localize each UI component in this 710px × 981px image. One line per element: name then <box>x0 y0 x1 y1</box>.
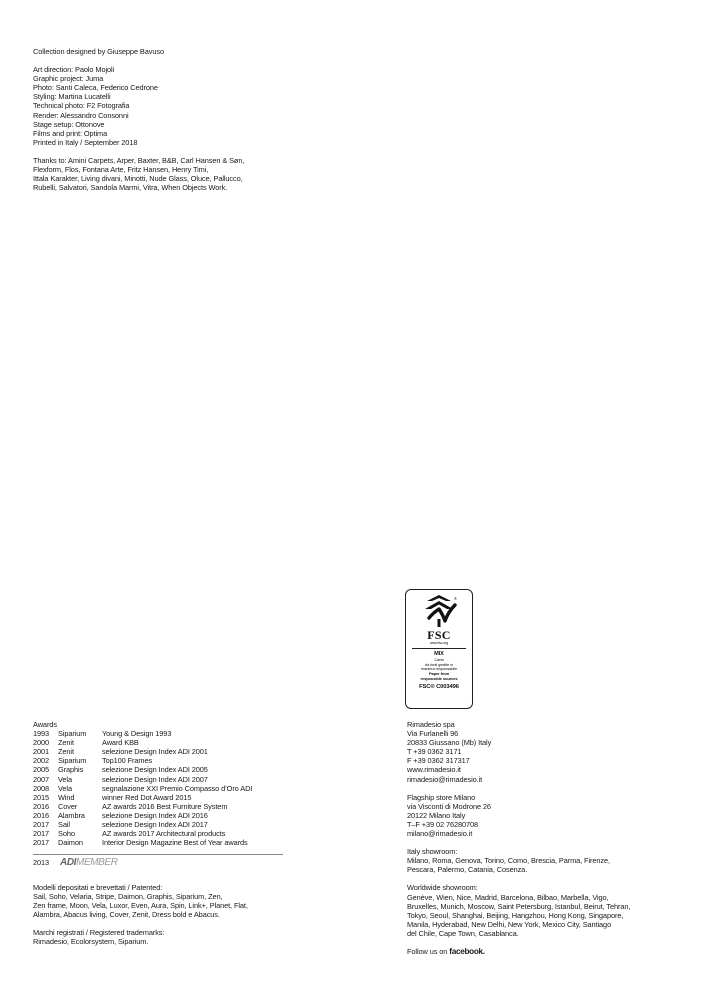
hq-phone: T +39 0362 3171 <box>407 747 462 757</box>
italy-showroom-line: Milano, Roma, Genova, Torino, Como, Brescia, Parma, Firenze, <box>407 856 610 866</box>
award-year: 2016 <box>33 810 50 820</box>
award-product: Siparium <box>58 729 87 739</box>
award-product: Soho <box>58 829 75 839</box>
hq-line: 20833 Giussano (Mb) Italy <box>407 738 492 748</box>
award-description: winner Red Dot Award 2015 <box>102 792 192 802</box>
award-year: 2016 <box>33 801 50 811</box>
award-row <box>33 811 283 820</box>
hq-line: Via Furlanelli 96 <box>407 729 459 739</box>
award-description: Interior Design Magazine Best of Year awards <box>102 838 248 848</box>
award-description: selezione Design Index ADI 2001 <box>102 747 208 757</box>
hq-fax: F +39 0362 317317 <box>407 756 470 766</box>
designer-credit: Collection designed by Giuseppe Bavuso <box>33 47 164 56</box>
award-year: 2017 <box>33 820 50 830</box>
awards-list <box>33 729 283 847</box>
flagship-line: via Visconti di Modrone 26 <box>407 801 491 811</box>
fsc-text-en: Paper from <box>428 670 450 676</box>
italy-showroom-line: Pescara, Palermo, Catania, Cosenza. <box>407 865 528 875</box>
award-year: 2008 <box>33 783 50 793</box>
fsc-certification-logo <box>405 589 473 709</box>
fsc-url: www.fsc.org <box>429 641 449 645</box>
registered-line: Marchi registrati / Registered trademarks: <box>33 928 165 938</box>
award-row <box>33 765 283 774</box>
awards-title: Awards <box>33 720 57 729</box>
award-year: 2017 <box>33 838 50 848</box>
award-year: 2005 <box>33 765 50 775</box>
staff-credit: Render: Alessandro Consonni <box>33 110 129 120</box>
hq-email-link[interactable]: rimadesio@rimadesio.it <box>407 774 483 784</box>
award-product: Zenit <box>58 747 74 757</box>
award-description: Award KBB <box>102 738 139 748</box>
award-product: Graphis <box>58 765 84 775</box>
svg-text:®: ® <box>454 596 457 601</box>
staff-credit: Technical photo: F2 Fotografia <box>33 101 130 111</box>
patented-line: Modelli depositati e brevettati / Patented: <box>33 883 163 892</box>
fsc-text-it: Carta <box>434 657 444 663</box>
thanks-line: Ittala Karakter, Living divani, Minotti, Nude Glass, Oluce, Pallucco, <box>33 174 243 184</box>
italy-showroom-line: Italy showroom: <box>407 847 458 857</box>
award-row <box>33 820 283 829</box>
patented-line: Zen frame, Moon, Vela, Luxor, Even, Aura, Spin, Link+, Planet, Flat, <box>33 901 248 911</box>
award-description: selezione Design Index ADI 2017 <box>102 820 208 830</box>
worldwide-showroom-line: Tokyo, Seoul, Shanghai, Beijing, Hangzhou, Hong Kong, Singapore, <box>407 910 624 920</box>
follow-us-label: Follow us on <box>407 946 448 956</box>
award-product: Sail <box>58 820 70 830</box>
award-description: AZ awards 2017 Architectural products <box>102 829 226 839</box>
fsc-tree-check-icon <box>419 595 459 629</box>
worldwide-showroom-line: Worldwide showroom: <box>407 883 478 893</box>
company-info-block <box>407 720 630 956</box>
award-year: 2001 <box>33 747 50 757</box>
trademarks-block <box>33 883 248 947</box>
fsc-code: FSC® C003496 <box>419 684 459 691</box>
flagship-line: 20122 Milano Italy <box>407 810 466 820</box>
adi-member-logo: ADIMEMBER <box>60 857 118 868</box>
award-product: Vela <box>58 774 72 784</box>
staff-credit: Styling: Martina Lucatelli <box>33 92 111 102</box>
fsc-text-it: da fonti gestite in <box>424 661 454 667</box>
patented-line: Sail, Soho, Velaria, Stripe, Daimon, Graphis, Siparium, Zen, <box>33 892 223 902</box>
award-year: 2000 <box>33 738 50 748</box>
adi-year: 2013 <box>33 858 50 867</box>
award-description: Top100 Frames <box>102 756 153 766</box>
patented-line: Alambra, Abacus living, Cover, Zenit, Dress bold e Abacus. <box>33 910 220 920</box>
staff-credit: Printed in Italy / September 2018 <box>33 137 138 147</box>
staff-credit: Stage setup: Ottonove <box>33 119 105 129</box>
flagship-email-link[interactable]: milano@rimadesio.it <box>407 829 473 839</box>
award-description: Young & Design 1993 <box>102 729 172 739</box>
award-description: selezione Design Index ADI 2005 <box>102 765 208 775</box>
adi-member-row <box>33 854 283 868</box>
award-year: 1993 <box>33 729 50 739</box>
award-row <box>33 729 283 738</box>
award-product: Vela <box>58 783 72 793</box>
flagship-phone: T–F +39 02 76280708 <box>407 819 479 829</box>
award-row <box>33 784 283 793</box>
follow-us-row <box>407 947 630 956</box>
award-row <box>33 738 283 747</box>
award-row <box>33 838 283 847</box>
staff-credit: Art direction: Paolo Mojoli <box>33 65 115 75</box>
award-year: 2017 <box>33 829 50 839</box>
award-product: Wind <box>58 792 75 802</box>
award-row <box>33 756 283 765</box>
award-row <box>33 802 283 811</box>
staff-credit: Films and print: Optima <box>33 128 108 138</box>
award-product: Daimon <box>58 838 83 848</box>
worldwide-showroom-line: Bruxelles, Munich, Moscow, Saint Petersburg, Istanbul, Beirut, Tehran, <box>407 901 631 911</box>
registered-line: Rimadesio, Ecolorsystem, Siparium. <box>33 937 149 947</box>
staff-credit: Photo: Santi Caleca, Federico Cedrone <box>33 83 158 93</box>
facebook-link[interactable]: facebook. <box>449 946 485 956</box>
award-description: AZ awards 2016 Best Furniture System <box>102 801 228 811</box>
thanks-line: Rubelli, Salvatori, Sandola Marmi, Vitra, When Objects Work. <box>33 183 228 193</box>
staff-credit: Graphic project: Juma <box>33 74 104 84</box>
award-product: Zenit <box>58 738 74 748</box>
award-description: selezione Design Index ADI 2007 <box>102 774 208 784</box>
award-year: 2007 <box>33 774 50 784</box>
award-description: selezione Design Index ADI 2016 <box>102 810 208 820</box>
fsc-brand: FSC <box>427 628 451 642</box>
award-year: 2002 <box>33 756 50 766</box>
award-row <box>33 829 283 838</box>
thanks-line: Flexform, Flos, Fontana Arte, Fritz Hansen, Henry Timi, <box>33 165 209 175</box>
fsc-mix-label: MIX <box>434 651 444 658</box>
fsc-text-en: responsible sources <box>420 675 458 681</box>
award-row <box>33 793 283 802</box>
fsc-text-it: maniera responsabile <box>420 666 458 672</box>
hq-line: Rimadesio spa <box>407 720 455 729</box>
worldwide-showroom-line: del Chile, Cape Town, Casablanca. <box>407 928 519 938</box>
flagship-line: Flagship store Milano <box>407 792 476 802</box>
thanks-line: Thanks to: Amini Carpets, Arper, Baxter, B&B, Carl Hansen & Søn, <box>33 155 245 165</box>
awards-block <box>33 720 283 847</box>
worldwide-showroom-line: Manila, Hyderabad, New Delhi, New York, Mexico City, Santiago <box>407 919 612 929</box>
credits-block <box>33 47 244 192</box>
worldwide-showroom-line: Genève, Wien, Nice, Madrid, Barcelona, Bilbao, Marbella, Vigo, <box>407 892 609 902</box>
website-link[interactable]: www.rimadesio.it <box>407 765 461 775</box>
award-year: 2015 <box>33 792 50 802</box>
award-product: Siparium <box>58 756 87 766</box>
award-product: Cover <box>58 801 78 811</box>
award-row <box>33 775 283 784</box>
award-row <box>33 747 283 756</box>
award-product: Alambra <box>58 810 85 820</box>
award-description: segnalazione XXI Premio Compasso d’Oro ADI <box>102 783 253 793</box>
